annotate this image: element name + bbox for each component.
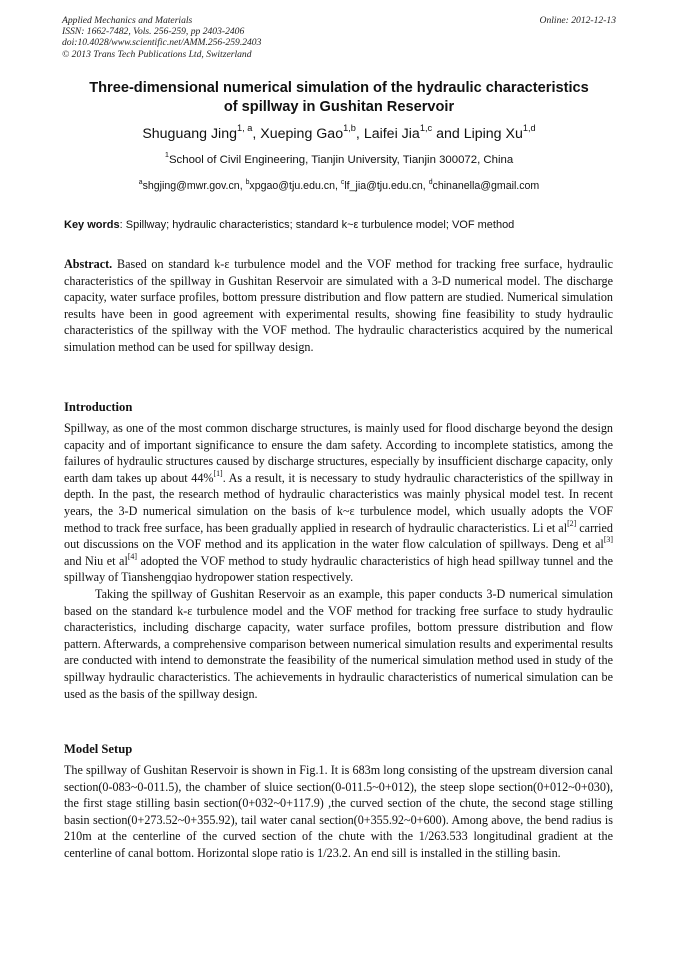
citation-ref[interactable]: [4] <box>127 551 137 561</box>
author-sep: and <box>432 126 464 142</box>
email-sup: b <box>245 178 250 186</box>
email-sup: a <box>138 178 143 186</box>
author-sep: , <box>252 126 261 142</box>
author-name: Laifei Jia <box>363 126 420 142</box>
email-sep: , <box>422 180 429 192</box>
model-setup-heading: Model Setup <box>64 742 133 756</box>
author-sep: , <box>355 126 364 142</box>
email-list <box>30 179 648 193</box>
text-run: . As a result, it is necessary to study hydraulic characteristics of the spillway in depth. In the past, the research method of hydraulic characteristics was mainly physical model test. In recent years, the 3-D numerical simulation on the basis of k~ε turbulence model, which usually adopts the VOF method to track free surface, has been gradually applied in research of hydraulic characteristics. Li et al <box>64 470 613 535</box>
keywords-label: Key words <box>64 219 120 231</box>
abstract-text: Based on standard k-ε turbulence model and the VOF method for tracking free surface, hydraulic characteristics of the spillway in Gushitan Reservoir are simulated with a 3-D numerical model. The discharge capacity, water surface profiles, bottom pressure distribution and flow pattern are studied. Numerical simulation results have been in good agreement with experimental results, showing fine feasibility to study hydraulic characteristics of the spillway with the VOF method. The hydraulic characteristics acquired by the numerical simulation method can be used for spillway design. <box>64 257 613 354</box>
text-run: carried out discussions on the VOF method and its application in the water flow calculation of spillways. Deng et al <box>64 520 613 552</box>
affiliation-sup: 1 <box>164 150 169 160</box>
title-line-1: Three-dimensional numerical simulation of the hydraulic characteristics <box>89 80 589 96</box>
author-sup: 1,d <box>522 123 536 134</box>
online-date: Online: 2012-12-13 <box>539 15 616 26</box>
author-list <box>40 125 638 143</box>
journal-name: Applied Mechanics and Materials <box>62 15 193 26</box>
issn-line: ISSN: 1662-7482, Vols. 256-259, pp 2403-2406 <box>62 26 245 38</box>
affiliation-text: School of Civil Engineering, Tianjin University, Tianjin 300072, China <box>168 154 514 166</box>
journal-header <box>62 15 616 60</box>
text-run: Spillway, as one of the most common discharge structures, is mainly used for flood discharge beyond the design capacity and of important significance to ensure the dam safety. According to incomplete statistics, among the failures of hydraulic structures caused by discharge structures, especially by insufficient discharge capacity, only earth dam takes up about 44% <box>64 421 613 485</box>
text-run: adopted the VOF method to study hydraulic characteristics of high head spillway tunnel and the spillway of Tianshengqiao hydropower station respectively. <box>64 553 613 585</box>
model-setup-paragraph: The spillway of Gushitan Reservoir is shown in Fig.1. It is 683m long consisting of the upstream diversion canal section(0-083~0-011.5), the chamber of sluice section(0-011.5~0+012), the steep slope section(0+012~0+030), the first stage stilling basin section(0+032~0+117.9) ,the curved section of the chute, the second stage stilling basin section(0+273.52~0+355.92), tail water canal section(0+355.92~0+600). Among above, the bend radius is 210m at the centerline of the curved section of the chute with the 1/263.533 longitudinal gradient at the centerline of canal bottom. Horizontal slope ratio is 1/23.2. An end sill is installed in the stilling basin. <box>64 763 613 860</box>
email-sup: c <box>340 178 345 186</box>
introduction-paragraph-1 <box>64 420 613 586</box>
email-address[interactable]: lf_jia@tju.edu.cn <box>344 180 423 192</box>
copyright-line: © 2013 Trans Tech Publications Ltd, Switzerland <box>62 48 252 60</box>
citation-ref[interactable]: [1] <box>213 468 223 478</box>
email-address[interactable]: xpgao@tju.edu.cn <box>249 180 335 192</box>
doi-line: doi:10.4028/www.scientific.net/AMM.256-259.2403 <box>62 37 262 49</box>
keywords <box>64 218 624 232</box>
citation-ref[interactable]: [2] <box>567 518 577 528</box>
keywords-text: : Spillway; hydraulic characteristics; standard k~ε turbulence model; VOF method <box>119 219 515 231</box>
text-run: and Niu et al <box>64 553 128 568</box>
author-sup: 1,c <box>419 123 433 134</box>
author-sup: 1, a <box>236 123 253 134</box>
email-address[interactable]: shgjing@mwr.gov.cn <box>142 180 240 192</box>
affiliation <box>40 150 638 167</box>
abstract-label: Abstract. <box>64 257 113 271</box>
introduction-paragraph-2: Taking the spillway of Gushitan Reservoir as an example, this paper conducts 3-D numerical simulation based on the standard k-ε turbulence model and the VOF method for tracking free surface to study hydraulic characteristics, including discharge capacity, water surface profiles, bottom pressure distribution and flow pattern. Afterwards, a comprehensive comparison between numerical simulation results and experimental results are conducted with intend to demonstrate the feasibility of the numerical simulation method used in study of the spillway hydraulic characteristics. The achievements in hydraulic characteristics of numerical simulation can be used as the basis of the spillway design. <box>64 586 613 701</box>
abstract <box>64 256 613 356</box>
email-sup: d <box>428 178 433 186</box>
author-name: Liping Xu <box>463 126 523 142</box>
citation-ref[interactable]: [3] <box>603 535 613 545</box>
introduction-heading: Introduction <box>64 400 133 414</box>
introduction-body <box>64 420 613 702</box>
paper-title <box>40 79 638 117</box>
author-name: Xueping Gao <box>260 126 344 142</box>
author-sup: 1,b <box>343 123 356 134</box>
email-sep: , <box>334 180 341 192</box>
title-line-2: of spillway in Gushitan Reservoir <box>223 99 455 115</box>
email-address[interactable]: chinanella@gmail.com <box>432 180 540 192</box>
author-name: Shuguang Jing <box>142 126 237 142</box>
email-sep: , <box>239 180 246 192</box>
